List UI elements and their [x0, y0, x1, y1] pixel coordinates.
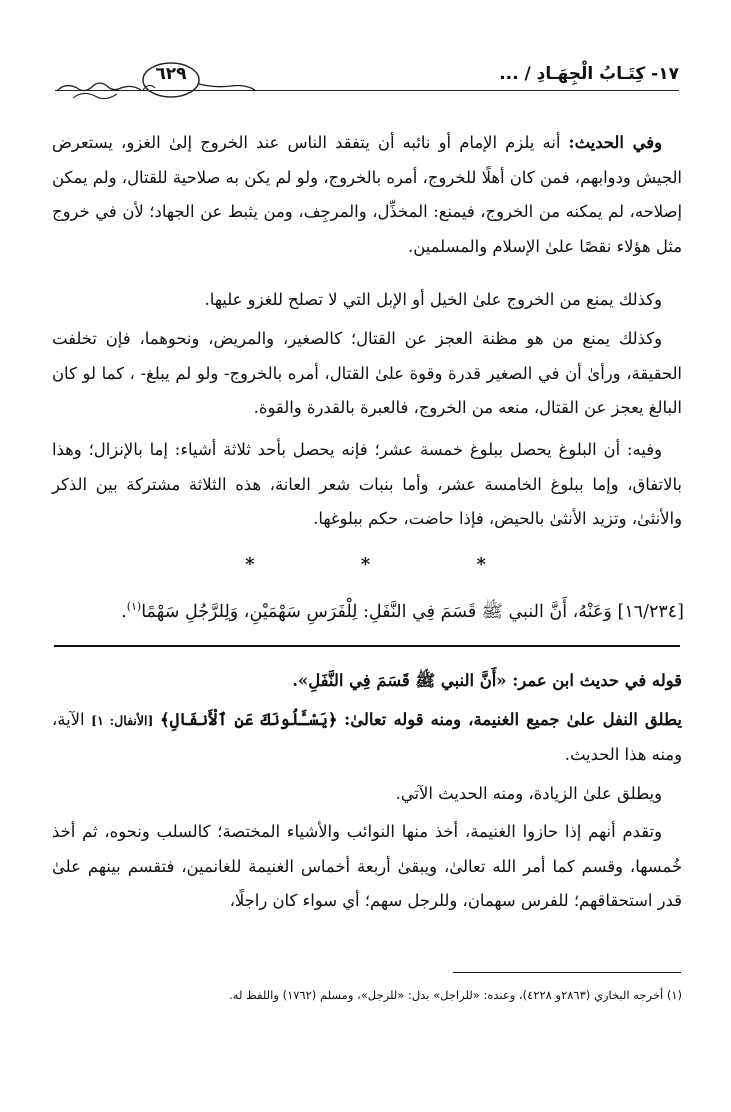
header-rule [55, 90, 679, 91]
page-number: ٦٢٩ [155, 64, 187, 84]
paragraph-incapable [52, 322, 682, 426]
paragraph-puberty [52, 433, 682, 537]
quran-verse: ﴿يَسْـَٔلُونَكَ عَنِ ٱلْأَنفَالِ﴾ [160, 709, 338, 729]
commentary-paragraph: وتقدم أنهم إذا حازوا الغنيمة، أخذ منها النوائب والأشياء المختصة؛ كالسلب ونحوه، ثم أخذ خُمسها، وقسم كما أمر الله تعالىٰ، ويبقىٰ أربعة أخماس الغنيمة للغانمين، فتقسم بينهم علىٰ قدر استحقاقهم؛ للفرس سهمان، وللرجل سهم؛ أي سواء كان راجلًا، [52, 822, 682, 910]
hadith-divider [54, 645, 680, 647]
footnote-rule [453, 972, 681, 973]
paragraph-text: وكذلك يمنع من الخروج علىٰ الخيل أو الإبل التي لا تصلح للغزو عليها. [204, 290, 662, 309]
commentary-paragraph [52, 703, 682, 773]
hadith-body: وَعَنْهُ، أَنَّ النبي ﷺ قَسَمَ فِي النَّفَلِ: لِلْفَرَسِ سَهْمَيْنِ، وَلِلرَّجُلِ سَهْمًا [141, 601, 612, 622]
commentary-heading: قوله في حديث ابن عمر: «أَنَّ النبي ﷺ قَسَمَ فِي النَّفَلِ». [292, 671, 682, 690]
footnote: (١) أخرجه البخاري (٢٨٦٣و ٤٢٢٨)، وعنده: «للراجل» بدل: «للرجل»، ومسلم (١٧٦٢) واللفظ له. [229, 988, 682, 1002]
hadith-number: [١٦/٢٣٤] [617, 601, 684, 622]
verse-reference: [الأنفال: ١] [91, 712, 154, 728]
page-header [55, 58, 679, 108]
hadith-end: . [121, 601, 127, 622]
chapter-title: ١٧- كِتَـابُ الْجِهَـادِ / ... [499, 64, 679, 84]
paragraph-text: أنه يلزم الإمام أو نائبه أن يتفقد الناس عند الخروج إلىٰ الغزو، يستعرض الجيش ودوابهم، فمن كان أهلًا للخروج، أمره بالخروج، ولو لم يكن به صلاحية للقتال، ولم يمكن إصلاحه، لم يمكنه من الخروج، فيمنع: المخذِّل، والمرجِف، ومن يثبط عن الجهاد؛ لأن في خروج مثل هؤلاء نقصًا علىٰ الإسلام والمسلمين. [52, 133, 682, 256]
commentary-paragraph: ويطلق علىٰ الزيادة، ومنه الحديث الآتي. [395, 783, 662, 803]
section-separator: * * * [245, 554, 536, 575]
paragraph-text: وكذلك يمنع من هو مظنة العجز عن القتال؛ كالصغير، والمريض، ونحوهما، فإن تخلفت الحقيقة، ورأىٰ أن في الصغير قدرة وقوة علىٰ القتال، أمره بالخروج- ولو لم يبلغ- ، كما لو كان البالغ يعجز عن القتال، منعه من الخروج، فالعبرة بالقدرة والقوة. [52, 329, 682, 417]
paragraph-lead: وفي الحديث: [568, 133, 662, 152]
commentary-rest: الآية، ومنه هذا الحديث. [52, 709, 682, 764]
footnote-marker: (١) [126, 600, 142, 613]
paragraph-text: وفيه: أن البلوغ يحصل ببلوغ خمسة عشر؛ فإنه يحصل بأحد ثلاثة أشياء: إما بالإنزال؛ وهذا بالاتفاق، وإما ببلوغ الخامسة عشر، وأما بنبات شعر العانة، هذه الثلاثة مشتركة بين الذكر والأنثىٰ، وتزيد الأنثىٰ بالحيض، فإذا حاضت، حكم ببلوغها. [52, 440, 682, 528]
paragraph-horses [52, 283, 682, 318]
hadith-text [52, 590, 684, 629]
commentary [52, 664, 682, 923]
commentary-lead: يطلق النفل علىٰ جميع الغنيمة، ومنه قوله تعالىٰ: [344, 709, 682, 729]
paragraph-hadith-lessons [52, 126, 682, 264]
